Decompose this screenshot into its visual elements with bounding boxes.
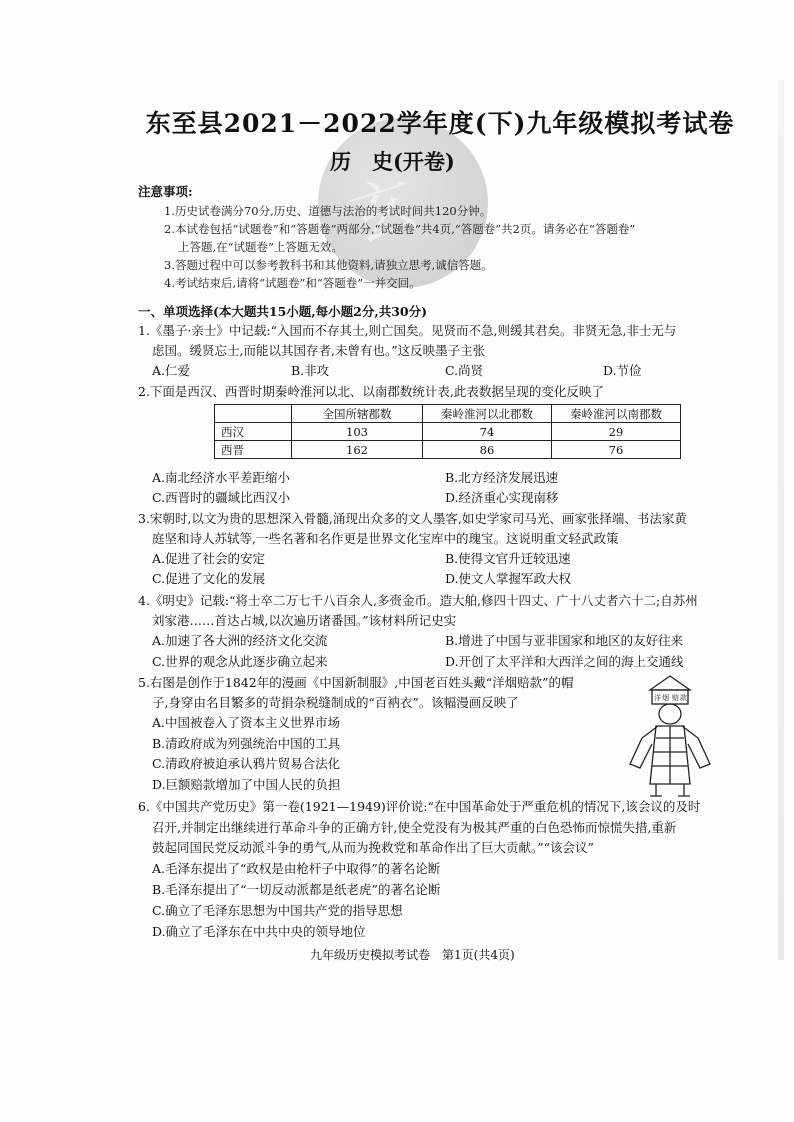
- q1-stem-2: 虑国。缓贤忘士,而能以其国存者,未曾有也。”这反映墨子主张: [152, 343, 486, 358]
- q5-option-d: D.巨额赔款增加了中国人民的负担: [152, 777, 341, 792]
- q4-option-b: B.增进了中国与亚非国家和地区的友好往来: [445, 633, 684, 648]
- q6-stem-2: 召开,并制定出继续进行革命斗争的正确方针,使全党没有为极其严重的白色恐怖而惊慌失措,重新: [152, 820, 677, 835]
- table-cell: 29: [552, 423, 681, 441]
- q3-stem-2: 庭坚和诗人苏轼等,一些名著和名作更是世界文化宝库中的瑰宝。这说明重文轻武政策: [152, 531, 619, 546]
- table-header-row: [215, 405, 681, 423]
- section-heading: 一、单项选择(本大题共15小题,每小题2分,共30分): [138, 304, 428, 319]
- page-footer: 九年级历史模拟考试卷 第1页(共4页): [310, 948, 515, 962]
- q3-option-c: C.促进了文化的发展: [152, 571, 266, 586]
- table-header: 秦岭淮河以南郡数: [552, 405, 681, 423]
- q2-stem: 2.下面是西汉、西晋时期秦岭淮河以北、以南郡数统计表,此表数据呈现的变化反映了: [138, 384, 604, 399]
- q4-option-c: C.世界的观念从此逐步确立起来: [152, 654, 328, 669]
- q3-option-d: D.使文人掌握军政大权: [445, 571, 572, 586]
- q6-option-c: C.确立了毛泽东思想为中国共产党的指导思想: [152, 903, 403, 918]
- cartoon-head: [659, 704, 681, 724]
- q2-option-c: C.西晋时的疆域比西汉小: [152, 490, 291, 505]
- cartoon-hat-char: 洋: [654, 694, 661, 702]
- table-header: 全国所辖郡数: [292, 405, 423, 423]
- table-cell: 162: [292, 441, 423, 459]
- q1-stem-1: 1.《墨子·亲士》中记载:“入国而不存其士,则亡国矣。见贤而不急,则缓其君矣。非贤无急,非士无与: [138, 323, 677, 338]
- scan-edge: [778, 80, 784, 960]
- q2-option-a: A.南北经济水平差距缩小: [152, 470, 291, 485]
- q6-option-b: B.毛泽东提出了“一切反动派都是纸老虎”的著名论断: [152, 882, 441, 897]
- q2-option-b: B.北方经济发展迅速: [445, 470, 559, 485]
- cartoon-hat-char: 烟: [662, 694, 669, 702]
- q5-option-a: A.中国被卷入了资本主义世界市场: [152, 715, 341, 730]
- q3-option-b: B.使得文官升迁较迅速: [445, 551, 571, 566]
- q3-option-a: A.促进了社会的安定: [152, 551, 266, 566]
- cartoon-hat-char: 赔: [672, 694, 679, 702]
- note-4: 4.考试结束后,请将“试题卷”和“答题卷”一并交回。: [164, 276, 421, 290]
- cartoon-legs: [656, 784, 684, 796]
- table-cell: 76: [552, 441, 681, 459]
- q5-stem-1: 5.右图是创作于1842年的漫画《中国新制服》,中国老百姓头戴“洋烟赔款”的帽: [138, 675, 574, 690]
- cartoon-hat-char: 款: [680, 694, 687, 702]
- q1-option-c: C.尚贤: [445, 363, 484, 378]
- page-title: 东至县2021－2022学年度(下)九年级模拟考试卷: [145, 109, 735, 138]
- table-cell: 74: [423, 423, 552, 441]
- table-cell: 西晋: [215, 441, 292, 459]
- table-cell: [215, 405, 292, 423]
- q6-stem-1: 6.《中国共产党历史》第一卷(1921—1949)评价说:“在中国革命处于严重危机的情况下,该会议的及时: [138, 799, 701, 814]
- cartoon-illustration: [612, 672, 728, 800]
- table-header: 秦岭淮河以北郡数: [423, 405, 552, 423]
- q5-option-c: C.清政府被迫承认鸦片贸易合法化: [152, 756, 341, 771]
- table-cell: 103: [292, 423, 423, 441]
- q3-stem-1: 3.宋朝时,以文为贵的思想深入骨髓,涌现出众多的文人墨客,如史学家司马光、画家张择端、书法家黄: [138, 511, 687, 526]
- q1-option-d: D.节俭: [603, 363, 642, 378]
- watermark-glyph: 玄: [341, 166, 426, 257]
- table-row: [215, 441, 681, 459]
- notes-heading: 注意事项:: [138, 184, 193, 199]
- q4-stem-2: 刘家港……首达占城,以次遍历诸番国。”该材料所记史实: [152, 613, 457, 628]
- note-2-cont: 上答题,在“试题卷”上答题无效。: [178, 240, 343, 254]
- table-row: [215, 423, 681, 441]
- q2-option-d: D.经济重心实现南移: [445, 490, 559, 505]
- page-subtitle: 历 史(开卷): [330, 149, 455, 174]
- q6-option-d: D.确立了毛泽东在中共中央的领导地位: [152, 924, 366, 939]
- q4-stem-1: 4.《明史》记载:“将士卒二万七千八百余人,多赍金币。造大舶,修四十四丈、广十八丈者六十二;自苏州: [138, 593, 698, 608]
- q6-stem-3: 鼓起同国民党反动派斗争的勇气,从而为挽救党和革命作出了巨大贡献。”“该会议”: [152, 840, 594, 855]
- q4-option-a: A.加速了各大洲的经济文化交流: [152, 633, 328, 648]
- q5-option-b: B.清政府成为列强统治中国的工具: [152, 736, 341, 751]
- q2-table: [214, 404, 681, 459]
- note-2: 2.本试卷包括“试题卷”和“答题卷”两部分,“试题卷”共4页,“答题卷”共2页。请务必在“答题卷”: [164, 222, 636, 236]
- table-cell: 西汉: [215, 423, 292, 441]
- note-1: 1.历史试卷满分70分,历史、道德与法治的考试时间共120分钟。: [164, 204, 492, 218]
- cartoon-hat: [650, 676, 690, 690]
- q5-stem-2: 子,身穿由名目繁多的苛捐杂税缝制成的“百衲衣”。该幅漫画反映了: [152, 695, 519, 710]
- q1-option-b: B.非攻: [291, 363, 330, 378]
- note-3: 3.答题过程中可以参考教科书和其他资料,请独立思考,诚信答题。: [164, 258, 493, 272]
- table-cell: 86: [423, 441, 552, 459]
- q4-option-d: D.开创了太平洋和大西洋之间的海上交通线: [445, 654, 684, 669]
- q1-option-a: A.仁爱: [152, 363, 191, 378]
- q6-option-a: A.毛泽东提出了“政权是由枪杆子中取得”的著名论断: [152, 861, 441, 876]
